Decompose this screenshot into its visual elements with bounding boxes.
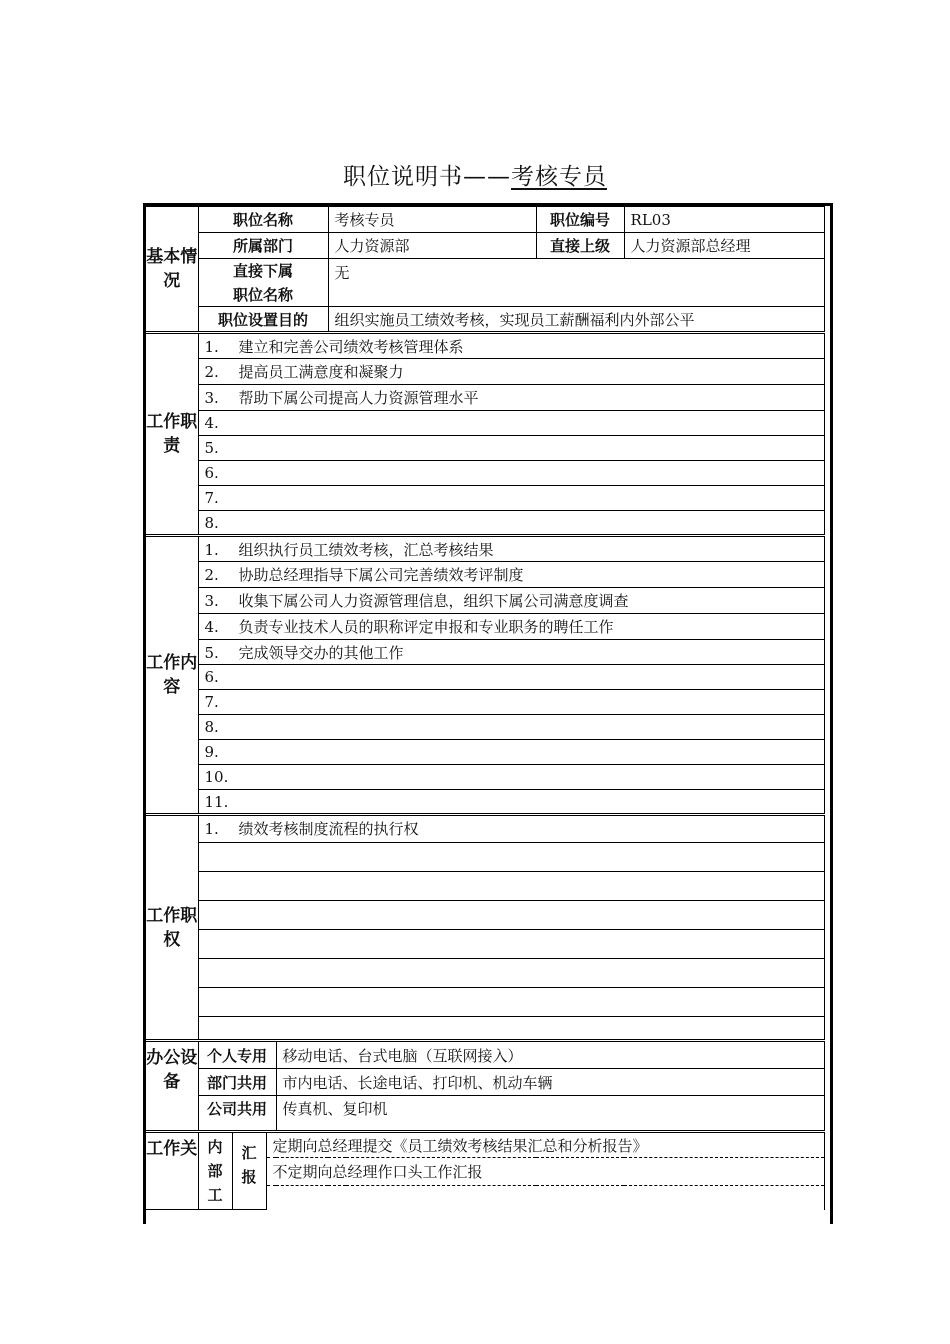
content-item: 10. [198, 765, 824, 790]
purpose-label: 职位设置目的 [198, 307, 328, 333]
content-item: 9. [198, 740, 824, 765]
content-item: 5. 完成领导交办的其他工作 [198, 640, 824, 665]
job-name-value: 考核专员 [328, 207, 536, 233]
title-prefix: 职位说明书—— [343, 164, 511, 190]
section-content: 工作内容 [146, 536, 198, 815]
equip-value-personal: 移动电话、台式电脑（互联网接入） [276, 1041, 824, 1069]
job-name-label: 职位名称 [198, 207, 328, 233]
relations-blank-row [266, 1186, 824, 1210]
section-equipment: 办公设备 [146, 1041, 198, 1132]
title-job-name: 考核专员 [511, 164, 607, 190]
authority-blank-row [198, 959, 824, 988]
content-item: 11. [198, 790, 824, 815]
content-item: 2. 协助总经理指导下属公司完善绩效考评制度 [198, 562, 824, 588]
equip-label-company: 公司共用 [198, 1096, 276, 1132]
page-title [0, 158, 950, 191]
duty-item: 3. 帮助下属公司提高人力资源管理水平 [198, 385, 824, 411]
authority-blank-row [198, 901, 824, 930]
authority-blank-row [198, 1017, 824, 1041]
dept-label: 所属部门 [198, 233, 328, 259]
duty-item: 1. 建立和完善公司绩效考核管理体系 [198, 333, 824, 359]
superior-value: 人力资源部总经理 [624, 233, 824, 259]
purpose-value: 组织实施员工绩效考核，实现员工薪酬福利内外部公平 [328, 307, 824, 333]
equip-label-dept: 部门共用 [198, 1069, 276, 1096]
section-authority: 工作职权 [146, 815, 198, 1041]
relations-item: 不定期向总经理作口头工作汇报 [266, 1158, 824, 1186]
subordinate-label-1: 直接下属 [198, 259, 328, 283]
duty-item: 4. [198, 411, 824, 436]
section-duties: 工作职责 [146, 333, 198, 536]
equip-label-personal: 个人专用 [198, 1041, 276, 1069]
duty-item: 2. 提高员工满意度和凝聚力 [198, 359, 824, 385]
content-item: 8. [198, 715, 824, 740]
authority-blank-row [198, 930, 824, 959]
relations-item: 定期向总经理提交《员工绩效考核结果汇总和分析报告》 [266, 1132, 824, 1158]
section-basic: 基本情况 [146, 207, 198, 333]
duty-item: 7. [198, 486, 824, 511]
equip-value-company: 传真机、复印机 [276, 1096, 824, 1132]
content-item: 1. 组织执行员工绩效考核，汇总考核结果 [198, 536, 824, 562]
subordinate-value: 无 [328, 259, 824, 307]
dept-value: 人力资源部 [328, 233, 536, 259]
content-item: 6. [198, 665, 824, 690]
job-code-label: 职位编号 [536, 207, 624, 233]
authority-blank-row [198, 988, 824, 1017]
relations-report-label: 汇报 [232, 1132, 266, 1210]
relations-inner-label: 内部工 [198, 1132, 232, 1210]
section-relations: 工作关 [146, 1132, 198, 1210]
authority-blank-row [198, 843, 824, 872]
subordinate-label-2: 职位名称 [198, 283, 328, 307]
content-item: 3. 收集下属公司人力资源管理信息，组织下属公司满意度调查 [198, 588, 824, 614]
authority-blank-row [198, 872, 824, 901]
job-code-value: RL03 [624, 207, 824, 233]
duty-item: 5. [198, 436, 824, 461]
superior-label: 直接上级 [536, 233, 624, 259]
content-item: 4. 负责专业技术人员的职称评定申报和专业职务的聘任工作 [198, 614, 824, 640]
duty-item: 6. [198, 461, 824, 486]
authority-item: 1. 绩效考核制度流程的执行权 [198, 815, 824, 843]
job-description-table [146, 206, 825, 1210]
equip-value-dept: 市内电话、长途电话、打印机、机动车辆 [276, 1069, 824, 1096]
duty-item: 8. [198, 511, 824, 536]
content-item: 7. [198, 690, 824, 715]
